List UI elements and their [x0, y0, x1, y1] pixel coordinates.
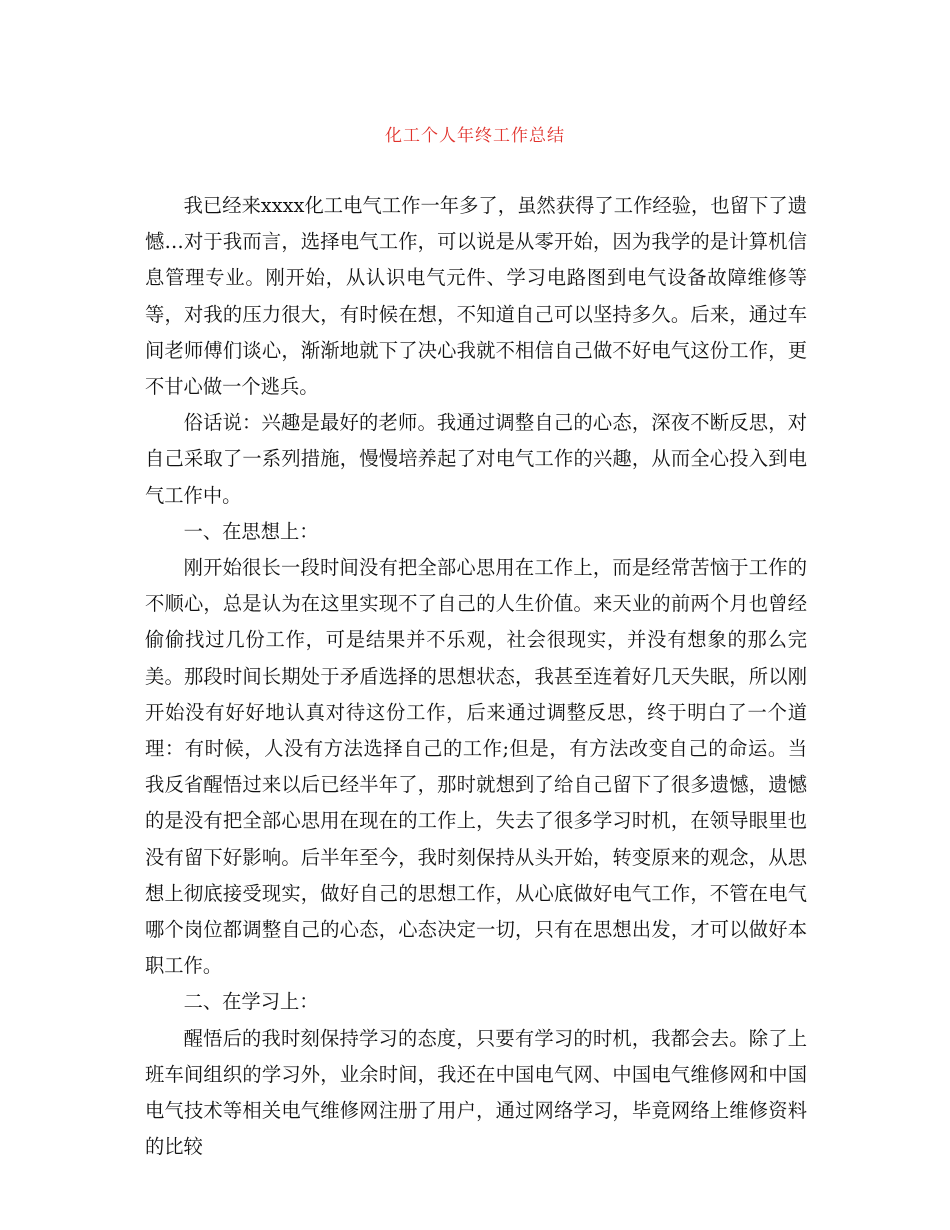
section-heading-study: 二、在学习上：	[183, 990, 319, 1014]
paragraph-interest: 俗话说：兴趣是最好的老师。我通过调整自己的心态，深夜不断反思，对自己采取了一系列措施，慢慢培养起了对电气工作的兴趣，从而全心投入到电气工作中。	[145, 411, 807, 507]
section-heading-thought: 一、在思想上：	[183, 519, 319, 543]
paragraph-thought: 刚开始很长一段时间没有把全部心思用在工作上，而是经常苦恼于工作的不顺心，总是认为在这里实现不了自己的人生价值。来天业的前两个月也曾经偷偷找过几份工作，可是结果并不乐观，社会很现实，并没有想象的那么完美。那段时间长期处于矛盾选择的思想状态，我甚至连着好几天失眠，所以刚开始没有好好地认真对待这份工作，后来通过调整反思，终于明白了一个道理：有时候，人没有方法选择自己的工作;但是，有方法改变自己的命运。当我反省醒悟过来以后已经半年了，那时就想到了给自己留下了很多遗憾，遗憾的是没有把全部心思用在现在的工作上，失去了很多学习时机，在领导眼里也没有留下好影响。后半年至今，我时刻保持从头开始，转变原来的观念，从思想上彻底接受现实，做好自己的思想工作，从心底做好电气工作，不管在电气哪个岗位都调整自己的心态，心态决定一切，只有在思想出发，才可以做好本职工作。	[145, 556, 807, 978]
paragraph-study: 醒悟后的我时刻保持学习的态度，只要有学习的时机，我都会去。除了上班车间组织的学习外，业余时间，我还在中国电气网、中国电气维修网和中国电气技术等相关电气维修网注册了用户，通过网络学习，毕竟网络上维修资料的比较	[145, 1026, 807, 1159]
paragraph-intro: 我已经来xxxx化工电气工作一年多了，虽然获得了工作经验，也留下了遗憾…对于我而言，选择电气工作，可以说是从零开始，因为我学的是计算机信息管理专业。刚开始，从认识电气元件、学习电路图到电气设备故障维修等等，对我的压力很大，有时候在想，不知道自己可以坚持多久。后来，通过车间老师傅们谈心，渐渐地就下了决心我就不相信自己做不好电气这份工作，更不甘心做一个逃兵。	[145, 194, 807, 399]
document-body	[145, 188, 807, 1165]
document-title: 化工个人年终工作总结	[385, 126, 565, 146]
